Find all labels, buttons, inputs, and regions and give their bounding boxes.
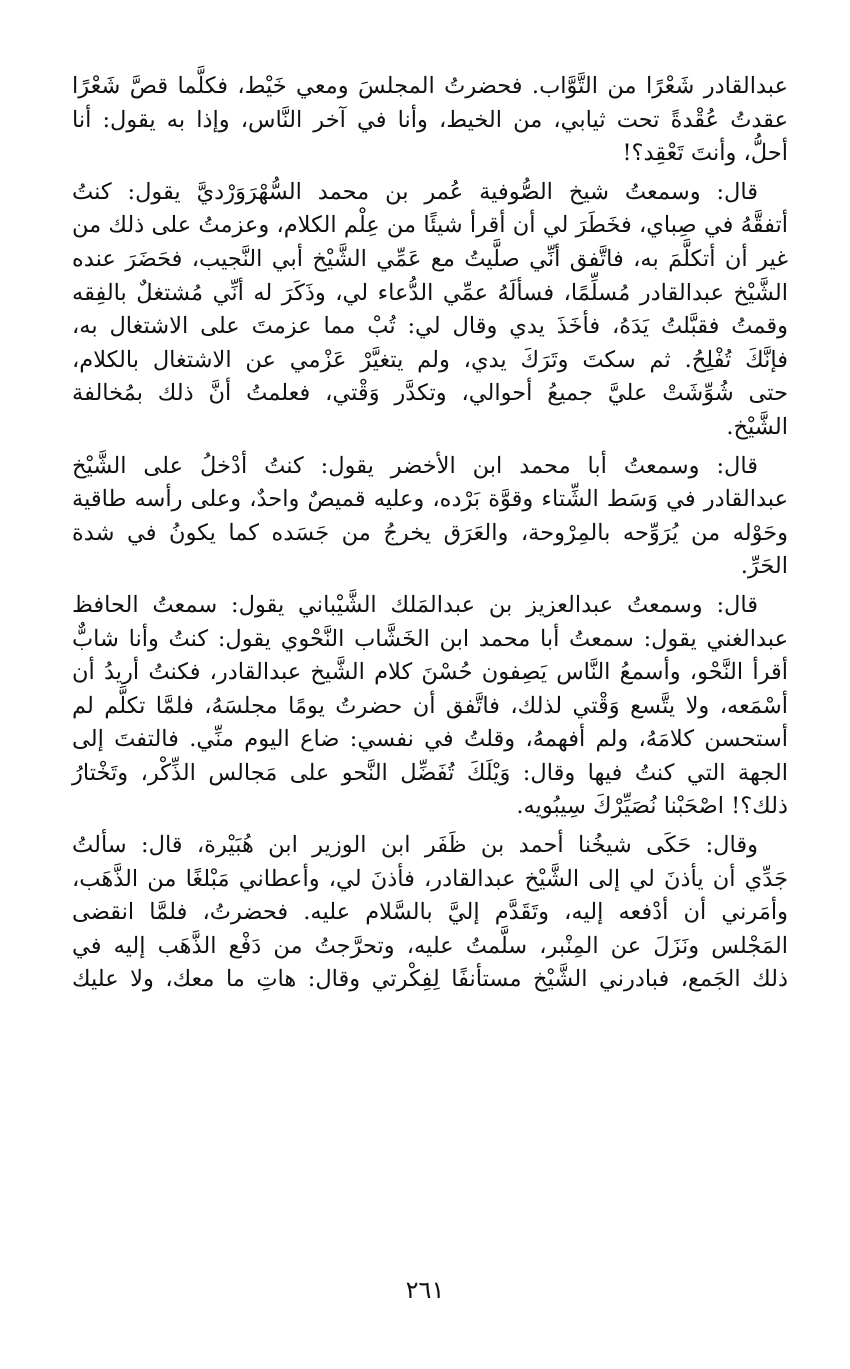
text-line: أحلُّ، وأنتَ تَعْقِد؟! bbox=[622, 140, 788, 167]
text-line: المَجْلس ونَزَلَ عن المِنْبر، سلَّمتُ عليه، وتحرَّجتُ من دَفْع الذَّهَب إليه في bbox=[72, 932, 788, 959]
paragraph bbox=[72, 450, 788, 584]
paragraph bbox=[72, 589, 788, 824]
text-line: الشَّيْخ عبدالقادر مُسلِّمًا، فسألَهُ عمِّي الدُّعاء لي، وذَكَرَ له أنِّي مُشتغلٌ بالفِقه bbox=[72, 279, 788, 306]
text-line: قال: وسمعتُ شيخ الصُّوفية عُمر بن محمد السُّهْرَوَرْديَّ يقول: كنتُ bbox=[72, 178, 758, 205]
text-line: فإنَّكَ تُفْلِحُ. ثم سكتَ وتَرَكَ يدي، ولم يتغيَّرْ عَزْمي عن الاشتغال بالكلام، bbox=[72, 346, 788, 373]
text-line: وأمَرني أن أدْفعه إليه، وتَقَدَّم إليَّ بالسَّلام عليه. فحضرتُ، فلمَّا انقضى bbox=[72, 899, 788, 926]
text-line: عبدالقادر في وَسَط الشِّتاء وقوَّة بَرْده، وعليه قميصٌ واحدٌ، وعلى رأسه طاقية bbox=[72, 486, 788, 513]
text-line: عبدالقادر شَعْرًا من التَّوَّاب. فحضرتُ المجلسَ ومعي خَيْط، فكلَّما قصَّ شَعْرًا bbox=[72, 73, 788, 99]
text-line: وقال: حَكَى شيخُنا أحمد بن ظَفَر ابن الوزير ابن هُبَيْرة، قال: سألتُ bbox=[72, 832, 758, 859]
text-line: وقمتُ فقبَّلتُ يَدَهُ، فأخَذَ يدي وقال لي: تُبْ مما عزمتَ على الاشتغال به، bbox=[72, 313, 788, 340]
text-line: أستحسن كلامَهُ، ولم أفهمهُ، وقلتُ في نفسي: ضاع اليوم منِّي. فالتفتَ إلى bbox=[72, 726, 788, 753]
page-body-text bbox=[72, 70, 788, 1002]
text-line: الجهة التي كنتُ فيها وقال: وَيْلَكَ تُفَضِّل النَّحو على مَجالس الذِّكْر، وتَخْتارُ bbox=[72, 759, 788, 786]
text-line: عقدتُ عُقْدةً تحت ثيابي، من الخيط، وأنا في آخر النَّاس، وإذا به يقول: أنا bbox=[72, 106, 788, 133]
text-line: الشَّيْخ. bbox=[726, 413, 788, 440]
text-line: قال: وسمعتُ أبا محمد ابن الأخضر يقول: كنتُ أدْخلُ على الشَّيْخ bbox=[72, 452, 758, 479]
text-line: وحَوْله من يُرَوِّحه بالمِرْوحة، والعَرَق يخرجُ من جَسَده كما يكونُ في شدة bbox=[72, 519, 788, 546]
text-line: عبدالغني يقول: سمعتُ أبا محمد ابن الخَشَّاب النَّحْوي يقول: كنتُ وأنا شابٌّ bbox=[72, 625, 788, 652]
text-line: غير أن أتكلَّمَ به، فاتَّفق أنِّي صلَّيتُ مع عَمِّي الشَّيْخ أبي النَّجيب، فحَضَرَ عنده bbox=[72, 245, 788, 272]
text-line: جَدِّي أن يأذنَ لي إلى الشَّيْخ عبدالقادر، فأذنَ لي، وأعطاني مَبْلغًا من الذَّهَب، bbox=[72, 865, 788, 892]
text-line: أقرأ النَّحْو، وأسمعُ النَّاس يَصِفون حُسْنَ كلام الشَّيخ عبدالقادر، فكنتُ أريدُ أن bbox=[72, 659, 788, 686]
text-line: الحَرِّ. bbox=[740, 553, 788, 580]
paragraph bbox=[72, 70, 788, 171]
text-line: أسْمَعه، ولا يتَّسع وَقْتي لذلك، فاتَّفق أن حضرتُ يومًا مجلسَهُ، فلمَّا تكلَّم لم bbox=[72, 692, 788, 719]
text-line: ذلك الجَمع، فبادرني الشَّيْخ مستأنفًا لِفِكْرتي وقال: هاتِ ما معك، ولا عليك bbox=[72, 966, 788, 993]
text-line: حتى شُوِّشَتْ عليَّ جميعُ أحوالي، وتكدَّر وَقْتي، فعلمتُ أنَّ ذلك بمُخالفة bbox=[72, 380, 788, 407]
paragraph bbox=[72, 176, 788, 445]
paragraph bbox=[72, 829, 788, 997]
page-number: ٢٦١ bbox=[405, 1276, 445, 1304]
text-line: ذلك؟! اصْحَبْنا نُصَيِّرْكَ سِيبُويه. bbox=[516, 793, 788, 820]
text-line: قال: وسمعتُ عبدالعزيز بن عبدالمَلك الشَّيْباني يقول: سمعتُ الحافظ bbox=[72, 591, 758, 618]
text-line: أتفقَّهُ في صِباي، فخَطَرَ لي أن أقرأ شيئًا من عِلْم الكلام، وعزمتُ على ذلك من bbox=[72, 212, 788, 239]
